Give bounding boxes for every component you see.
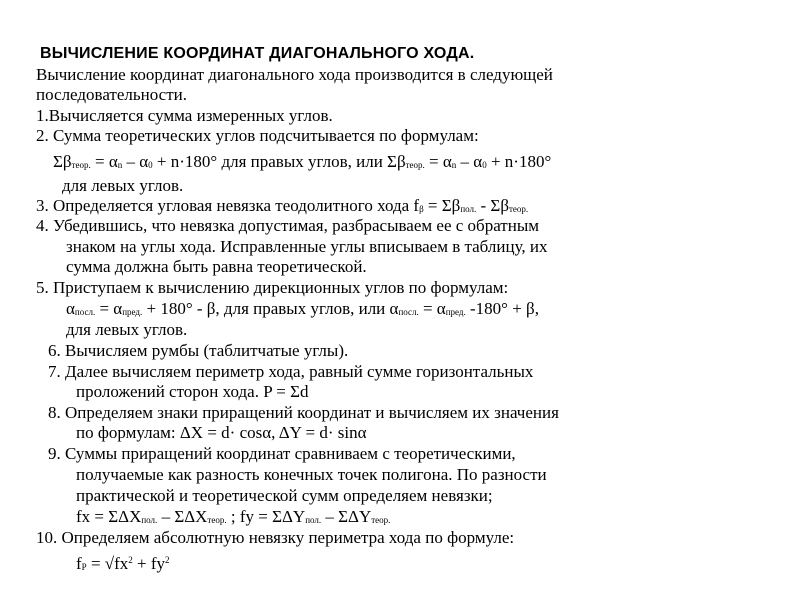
formula-part: = Σβ — [423, 196, 461, 215]
subscript: пол. — [141, 515, 158, 525]
step-9-line-3: практической и теоретической сумм определяем невязки; — [76, 486, 493, 505]
document-title: ВЫЧИСЛЕНИЕ КООРДИНАТ ДИАГОНАЛЬНОГО ХОДА. — [40, 45, 475, 62]
subscript: посл. — [398, 307, 419, 317]
step-5-line-3: для левых углов. — [66, 320, 188, 339]
formula-part: Σβ — [53, 152, 72, 171]
superscript: 2 — [128, 555, 133, 565]
step-5-line-1: 5. Приступаем к вычислению дирекционных углов по формулам: — [36, 278, 509, 297]
formula-absolute-error — [76, 550, 170, 577]
formula-part: + n·180° для правых углов, или Σβ — [152, 152, 406, 171]
formula-directional-angles — [66, 299, 539, 322]
step-8-line-2: по формулам: ΔX = d· cosα, ΔY = d· sinα — [76, 423, 367, 442]
step-4-line-3: сумма должна быть равна теоретической. — [66, 257, 367, 276]
step-2: 2. Сумма теоретических углов подсчитывается по формулам: — [36, 126, 479, 145]
step-9-line-2: получаемые как разность конечных точек полигона. По разности — [76, 465, 547, 484]
subscript: 0 — [482, 160, 487, 170]
subscript: теор. — [405, 160, 425, 170]
subscript: пред. — [122, 307, 143, 317]
step-6: 6. Вычисляем румбы (таблитчатые углы). — [48, 341, 349, 360]
formula-part: = α — [418, 299, 446, 318]
subscript: n — [451, 160, 457, 170]
formula-part: -180° + β, — [465, 299, 539, 318]
step-4-line-1: 4. Убедившись, что невязка допустимая, разбрасываем ее с обратным — [36, 216, 540, 235]
formula-part: – α — [456, 152, 483, 171]
subscript: теор. — [71, 160, 91, 170]
formula-part: fx = ΣΔX — [76, 507, 142, 526]
formula-part: – α — [122, 152, 149, 171]
formula-part: = √fx — [86, 554, 129, 573]
formula-part: ; fy = ΣΔY — [226, 507, 306, 526]
formula-theoretical-angles — [53, 152, 551, 175]
formula-part: α — [66, 299, 75, 318]
step-7-line-1: 7. Далее вычисляем периметр хода, равный сумме горизонтальных — [48, 362, 534, 381]
formula-part: + n·180° — [486, 152, 552, 171]
subscript: β — [419, 204, 424, 214]
formula-part: – ΣΔX — [157, 507, 208, 526]
step-4-line-2: знаком на углы хода. Исправленные углы вписываем в таблицу, их — [66, 237, 548, 256]
intro-line-1: Вычисление координат диагонального хода производится в следующей — [36, 65, 553, 84]
subscript: пред. — [445, 307, 466, 317]
formula-part: = α — [95, 299, 123, 318]
formula-part: = α — [424, 152, 452, 171]
subscript: теор. — [508, 204, 529, 214]
step-1: 1.Вычисляется сумма измеренных углов. — [36, 106, 333, 125]
subscript: P — [81, 562, 87, 572]
intro-line-2: последовательности. — [36, 85, 187, 104]
step-10-line-1: 10. Определяем абсолютную невязку периметра хода по формуле: — [36, 528, 515, 547]
step-7-line-2: проложений сторон хода. P = Σd — [76, 382, 309, 401]
superscript: 2 — [165, 555, 170, 565]
formula-coordinate-errors — [76, 507, 390, 530]
formula-part: + 180° - β, для правых углов, или α — [142, 299, 399, 318]
formula-part: = α — [90, 152, 118, 171]
subscript: 0 — [148, 160, 153, 170]
subscript: теор. — [207, 515, 227, 525]
formula-part: - Σβ — [476, 196, 509, 215]
step-8-line-1: 8. Определяем знаки приращений координат и вычисляем их значения — [48, 403, 559, 422]
step-9-line-1: 9. Суммы приращений координат сравниваем с теоретическими, — [48, 444, 516, 463]
subscript: теор. — [371, 515, 391, 525]
formula-part: – ΣΔY — [321, 507, 372, 526]
subscript: пол. — [460, 204, 477, 214]
formula-part: f — [76, 554, 82, 573]
subscript: посл. — [74, 307, 96, 317]
step-3-text: 3. Определяется угловая невязка теодолитного хода f — [36, 196, 420, 215]
subscript: пол. — [305, 515, 322, 525]
formula-continuation: для левых углов. — [62, 176, 184, 195]
formula-part: + fy — [132, 554, 166, 573]
subscript: n — [117, 160, 123, 170]
